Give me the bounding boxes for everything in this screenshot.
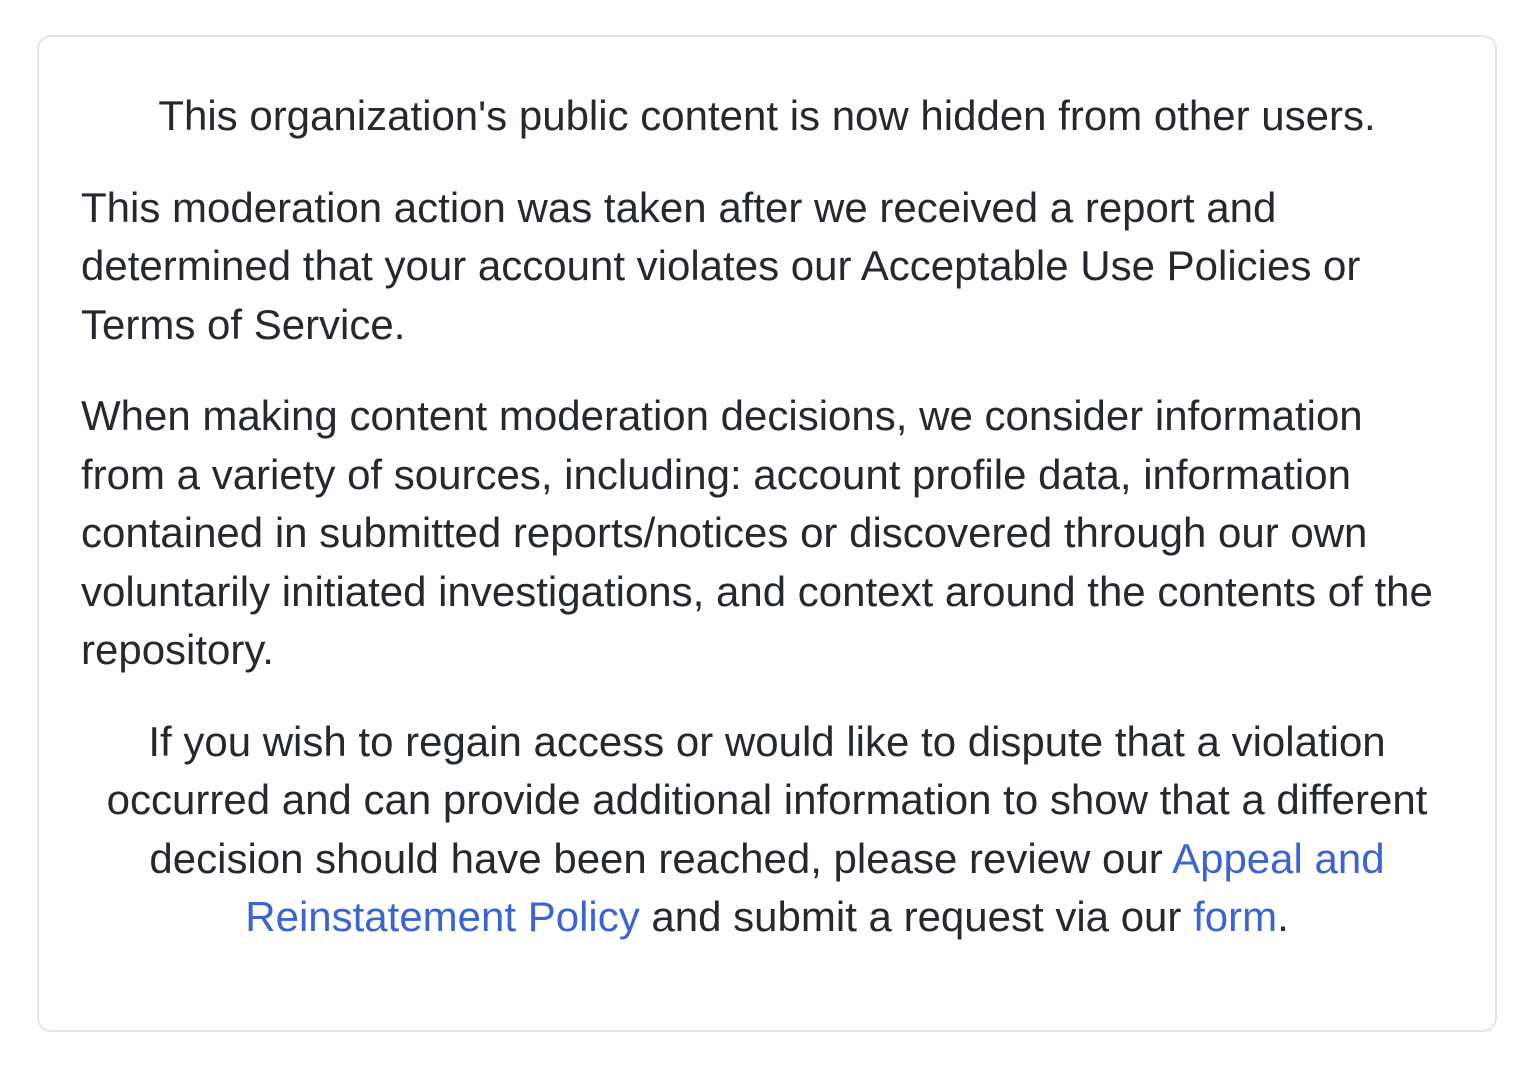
text-line: This moderation action was taken after we received a report and [81,183,1277,231]
text-segment: and submit a request via our [639,893,1194,940]
text-segment: decision should have been reached, please review our [149,834,1173,882]
text-line: voluntarily initiated investigations, and context around the contents of the [81,567,1433,615]
text-line: determined that your account violates our Acceptable Use Policies or [81,242,1361,289]
notice-heading: This organization's public content is now hidden from other users. [158,92,1376,139]
text-line [81,830,1453,889]
paragraph-appeal-instructions [81,713,1453,947]
moderation-notice-card [37,35,1497,1032]
appeal-policy-link-part-1[interactable]: Appeal and [1172,834,1385,882]
text-line: repository. [81,626,274,673]
text-line: Terms of Service. [81,300,406,348]
text-line: When making content moderation decisions, we consider information [81,392,1363,439]
appeal-policy-link-part-2[interactable]: Reinstatement Policy [245,893,640,940]
paragraph-moderation-action [81,179,1453,355]
text-line: occurred and can provide additional information to show that a different [106,776,1428,823]
text-line: If you wish to regain access or would like to dispute that a violation [148,717,1386,765]
text-line: from a variety of sources, including: account profile data, information [81,450,1351,498]
text-line: contained in submitted reports/notices or discovered through our own [81,509,1368,556]
text-segment: . [1277,893,1289,940]
appeal-form-link[interactable]: form [1193,893,1278,940]
paragraph-moderation-decisions [81,387,1453,680]
text-line [81,888,1453,947]
